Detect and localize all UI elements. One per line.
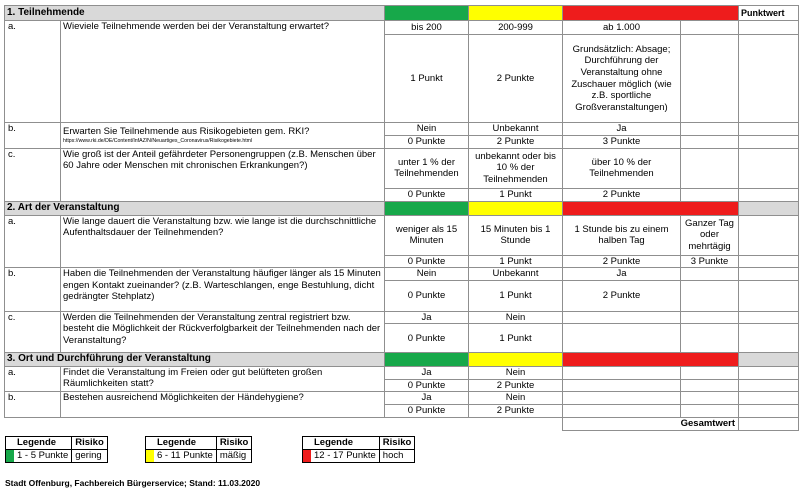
question-text: Werden die Teilnehmenden der Veranstaltung zentral registriert bzw. besteht die Möglichkeit der Rückverfolgbarkeit der Teilnehmenden nach der Veranstaltung? xyxy=(61,311,385,353)
empty-cell xyxy=(681,35,739,123)
empty-cell xyxy=(563,405,681,418)
option-cell: Nein xyxy=(385,268,469,281)
empty-cell xyxy=(563,311,681,324)
option-cell: über 10 % der Teilnehmenden xyxy=(563,148,681,188)
score-input-cell[interactable] xyxy=(739,366,799,379)
score-input-cell[interactable] xyxy=(739,188,799,201)
section-title: 1. Teilnehmende xyxy=(5,6,385,21)
option-cell: Nein xyxy=(469,392,563,405)
score-input-cell[interactable] xyxy=(739,379,799,392)
color-band-green xyxy=(385,201,469,215)
score-input-cell[interactable] xyxy=(739,255,799,268)
option-cell: Ja xyxy=(385,311,469,324)
option-cell: ab 1.000 xyxy=(563,21,681,35)
empty-cell xyxy=(681,311,739,324)
legend-header: Legende xyxy=(311,437,379,450)
section-header-row xyxy=(5,6,799,21)
empty-cell xyxy=(681,21,739,35)
option-cell: Nein xyxy=(385,123,469,136)
score-input-cell[interactable] xyxy=(739,324,799,353)
points-cell: 0 Punkte xyxy=(385,379,469,392)
score-input-cell[interactable] xyxy=(739,35,799,123)
empty-cell xyxy=(681,280,739,311)
empty-cell xyxy=(563,379,681,392)
empty-cell xyxy=(563,324,681,353)
option-cell: unbekannt oder bis 10 % der Teilnehmenden xyxy=(469,148,563,188)
legend-swatch-yellow xyxy=(146,450,155,463)
color-band-green xyxy=(385,353,469,366)
color-band-green xyxy=(385,6,469,21)
points-cell: 0 Punkte xyxy=(385,405,469,418)
score-input-cell[interactable] xyxy=(739,21,799,35)
points-cell: 0 Punkte xyxy=(385,324,469,353)
empty-cell xyxy=(739,201,799,215)
total-row xyxy=(5,417,799,430)
question-text: Erwarten Sie Teilnehmende aus Risikogebieten gem. RKI? xyxy=(63,126,310,138)
option-cell: bis 200 xyxy=(385,21,469,35)
option-cell: Ja xyxy=(563,123,681,136)
points-cell: 0 Punkte xyxy=(385,280,469,311)
legend-spacer xyxy=(146,437,155,450)
row-index: c. xyxy=(5,148,61,201)
option-cell: Ja xyxy=(385,392,469,405)
legend-range: 1 - 5 Punkte xyxy=(14,450,72,463)
option-cell: Ja xyxy=(563,268,681,281)
points-cell: 2 Punkte xyxy=(563,188,681,201)
points-cell: 1 Punkt xyxy=(469,255,563,268)
risk-header: Risiko xyxy=(379,437,415,450)
rki-link[interactable]: https://www.rki.de/DE/Content/InfAZ/N/Neuartiges_Coronavirus/Risikogebiete.html xyxy=(63,137,253,144)
question-text: Wieviele Teilnehmende werden bei der Veranstaltung erwartet? xyxy=(61,21,385,123)
option-cell: Ja xyxy=(385,366,469,379)
score-input-cell[interactable] xyxy=(739,148,799,188)
color-band-yellow xyxy=(469,353,563,366)
row-index: b. xyxy=(5,392,61,418)
empty-cell xyxy=(563,392,681,405)
question-text: Haben die Teilnehmenden der Veranstaltung häufiger länger als 15 Minuten engen Kontakt zueinander? (z.B. Warteschlangen, enge Bestuhlung, dicht gedrängter Stehplatz) xyxy=(61,268,385,312)
legend-risk: mäßig xyxy=(216,450,252,463)
legend-header: Legende xyxy=(154,437,216,450)
risk-assessment-table xyxy=(4,5,799,431)
option-cell: unter 1 % der Teilnehmenden xyxy=(385,148,469,188)
score-input-cell[interactable] xyxy=(739,311,799,324)
question-text: Bestehen ausreichend Möglichkeiten der Händehygiene? xyxy=(61,392,385,418)
empty-cell xyxy=(681,379,739,392)
points-cell: 2 Punkte xyxy=(469,35,563,123)
risk-header: Risiko xyxy=(72,437,108,450)
color-band-yellow xyxy=(469,201,563,215)
legend-swatch-red xyxy=(303,450,312,463)
color-band-red xyxy=(563,201,739,215)
row-index: b. xyxy=(5,268,61,312)
section-title: 2. Art der Veranstaltung xyxy=(5,201,385,215)
points-cell: 0 Punkte xyxy=(385,188,469,201)
points-cell: 2 Punkte xyxy=(469,405,563,418)
empty-cell xyxy=(5,417,563,430)
question-text: Wie lange dauert die Veranstaltung bzw. wie lange ist die durchschnittliche Aufenthaltsdauer der Teilnehmenden? xyxy=(61,215,385,268)
total-label: Gesamtwert xyxy=(563,417,739,430)
row-index: a. xyxy=(5,366,61,392)
legend-range: 6 - 11 Punkte xyxy=(154,450,216,463)
points-cell: 1 Punkt xyxy=(469,280,563,311)
color-band-red xyxy=(563,6,739,21)
score-input-cell[interactable] xyxy=(739,405,799,418)
empty-cell xyxy=(681,392,739,405)
option-cell: Unbekannt xyxy=(469,268,563,281)
points-cell: 2 Punkte xyxy=(563,255,681,268)
question-text: Findet die Veranstaltung im Freien oder gut belüfteten großen Räumlichkeiten statt? xyxy=(61,366,385,392)
row-index: a. xyxy=(5,21,61,123)
color-band-yellow xyxy=(469,6,563,21)
total-value-cell[interactable] xyxy=(739,417,799,430)
score-input-cell[interactable] xyxy=(739,215,799,255)
option-cell: 200-999 xyxy=(469,21,563,35)
score-input-cell[interactable] xyxy=(739,268,799,281)
score-input-cell[interactable] xyxy=(739,123,799,136)
points-cell: 0 Punkte xyxy=(385,136,469,149)
legend-table-medium xyxy=(145,436,252,463)
row-index: b. xyxy=(5,123,61,149)
question-cell xyxy=(61,123,385,149)
empty-cell xyxy=(681,366,739,379)
legend-spacer xyxy=(303,437,312,450)
points-cell: Grundsätzlich: Absage; Durchführung der Veranstaltung ohne Zuschauer möglich (wie z.B. sportliche Großveranstaltungen) xyxy=(563,35,681,123)
risk-header: Risiko xyxy=(216,437,252,450)
option-cell: Nein xyxy=(469,311,563,324)
points-cell: 3 Punkte xyxy=(681,255,739,268)
points-cell: 2 Punkte xyxy=(469,136,563,149)
color-band-red xyxy=(563,353,739,366)
question-text: Wie groß ist der Anteil gefährdeter Personengruppen (z.B. Menschen über 60 Jahre oder Menschen mit chronischen Erkrankungen?) xyxy=(61,148,385,201)
footer-note: Stadt Offenburg, Fachbereich Bürgerservice; Stand: 11.03.2020 xyxy=(5,478,261,488)
points-cell: 1 Punkt xyxy=(469,188,563,201)
section-header-row xyxy=(5,353,799,366)
section-title: 3. Ort und Durchführung der Veranstaltung xyxy=(5,353,385,366)
empty-cell xyxy=(681,405,739,418)
empty-cell xyxy=(681,324,739,353)
empty-cell xyxy=(681,123,739,136)
option-cell: weniger als 15 Minuten xyxy=(385,215,469,255)
points-cell: 1 Punkt xyxy=(469,324,563,353)
legend-risk: gering xyxy=(72,450,108,463)
legend-table-low xyxy=(5,436,108,463)
score-input-cell[interactable] xyxy=(739,392,799,405)
row-index: a. xyxy=(5,215,61,268)
empty-cell xyxy=(681,136,739,149)
row-index: c. xyxy=(5,311,61,353)
option-cell: Nein xyxy=(469,366,563,379)
empty-cell xyxy=(681,188,739,201)
score-input-cell[interactable] xyxy=(739,280,799,311)
empty-cell xyxy=(563,366,681,379)
legend-risk: hoch xyxy=(379,450,415,463)
points-cell: 3 Punkte xyxy=(563,136,681,149)
punktwert-header: Punktwert xyxy=(739,6,799,21)
points-cell: 2 Punkte xyxy=(469,379,563,392)
score-input-cell[interactable] xyxy=(739,136,799,149)
points-cell: 1 Punkt xyxy=(385,35,469,123)
points-cell: 2 Punkte xyxy=(563,280,681,311)
legend-table-high xyxy=(302,436,415,463)
empty-cell xyxy=(739,353,799,366)
section-header-row xyxy=(5,201,799,215)
option-cell: 15 Minuten bis 1 Stunde xyxy=(469,215,563,255)
empty-cell xyxy=(681,268,739,281)
legend-header: Legende xyxy=(14,437,72,450)
legend-spacer xyxy=(6,437,15,450)
legend-swatch-green xyxy=(6,450,15,463)
points-cell: 0 Punkte xyxy=(385,255,469,268)
legend-range: 12 - 17 Punkte xyxy=(311,450,379,463)
option-cell: Unbekannt xyxy=(469,123,563,136)
option-cell: 1 Stunde bis zu einem halben Tag xyxy=(563,215,681,255)
empty-cell xyxy=(681,148,739,188)
option-cell: Ganzer Tag oder mehrtägig xyxy=(681,215,739,255)
